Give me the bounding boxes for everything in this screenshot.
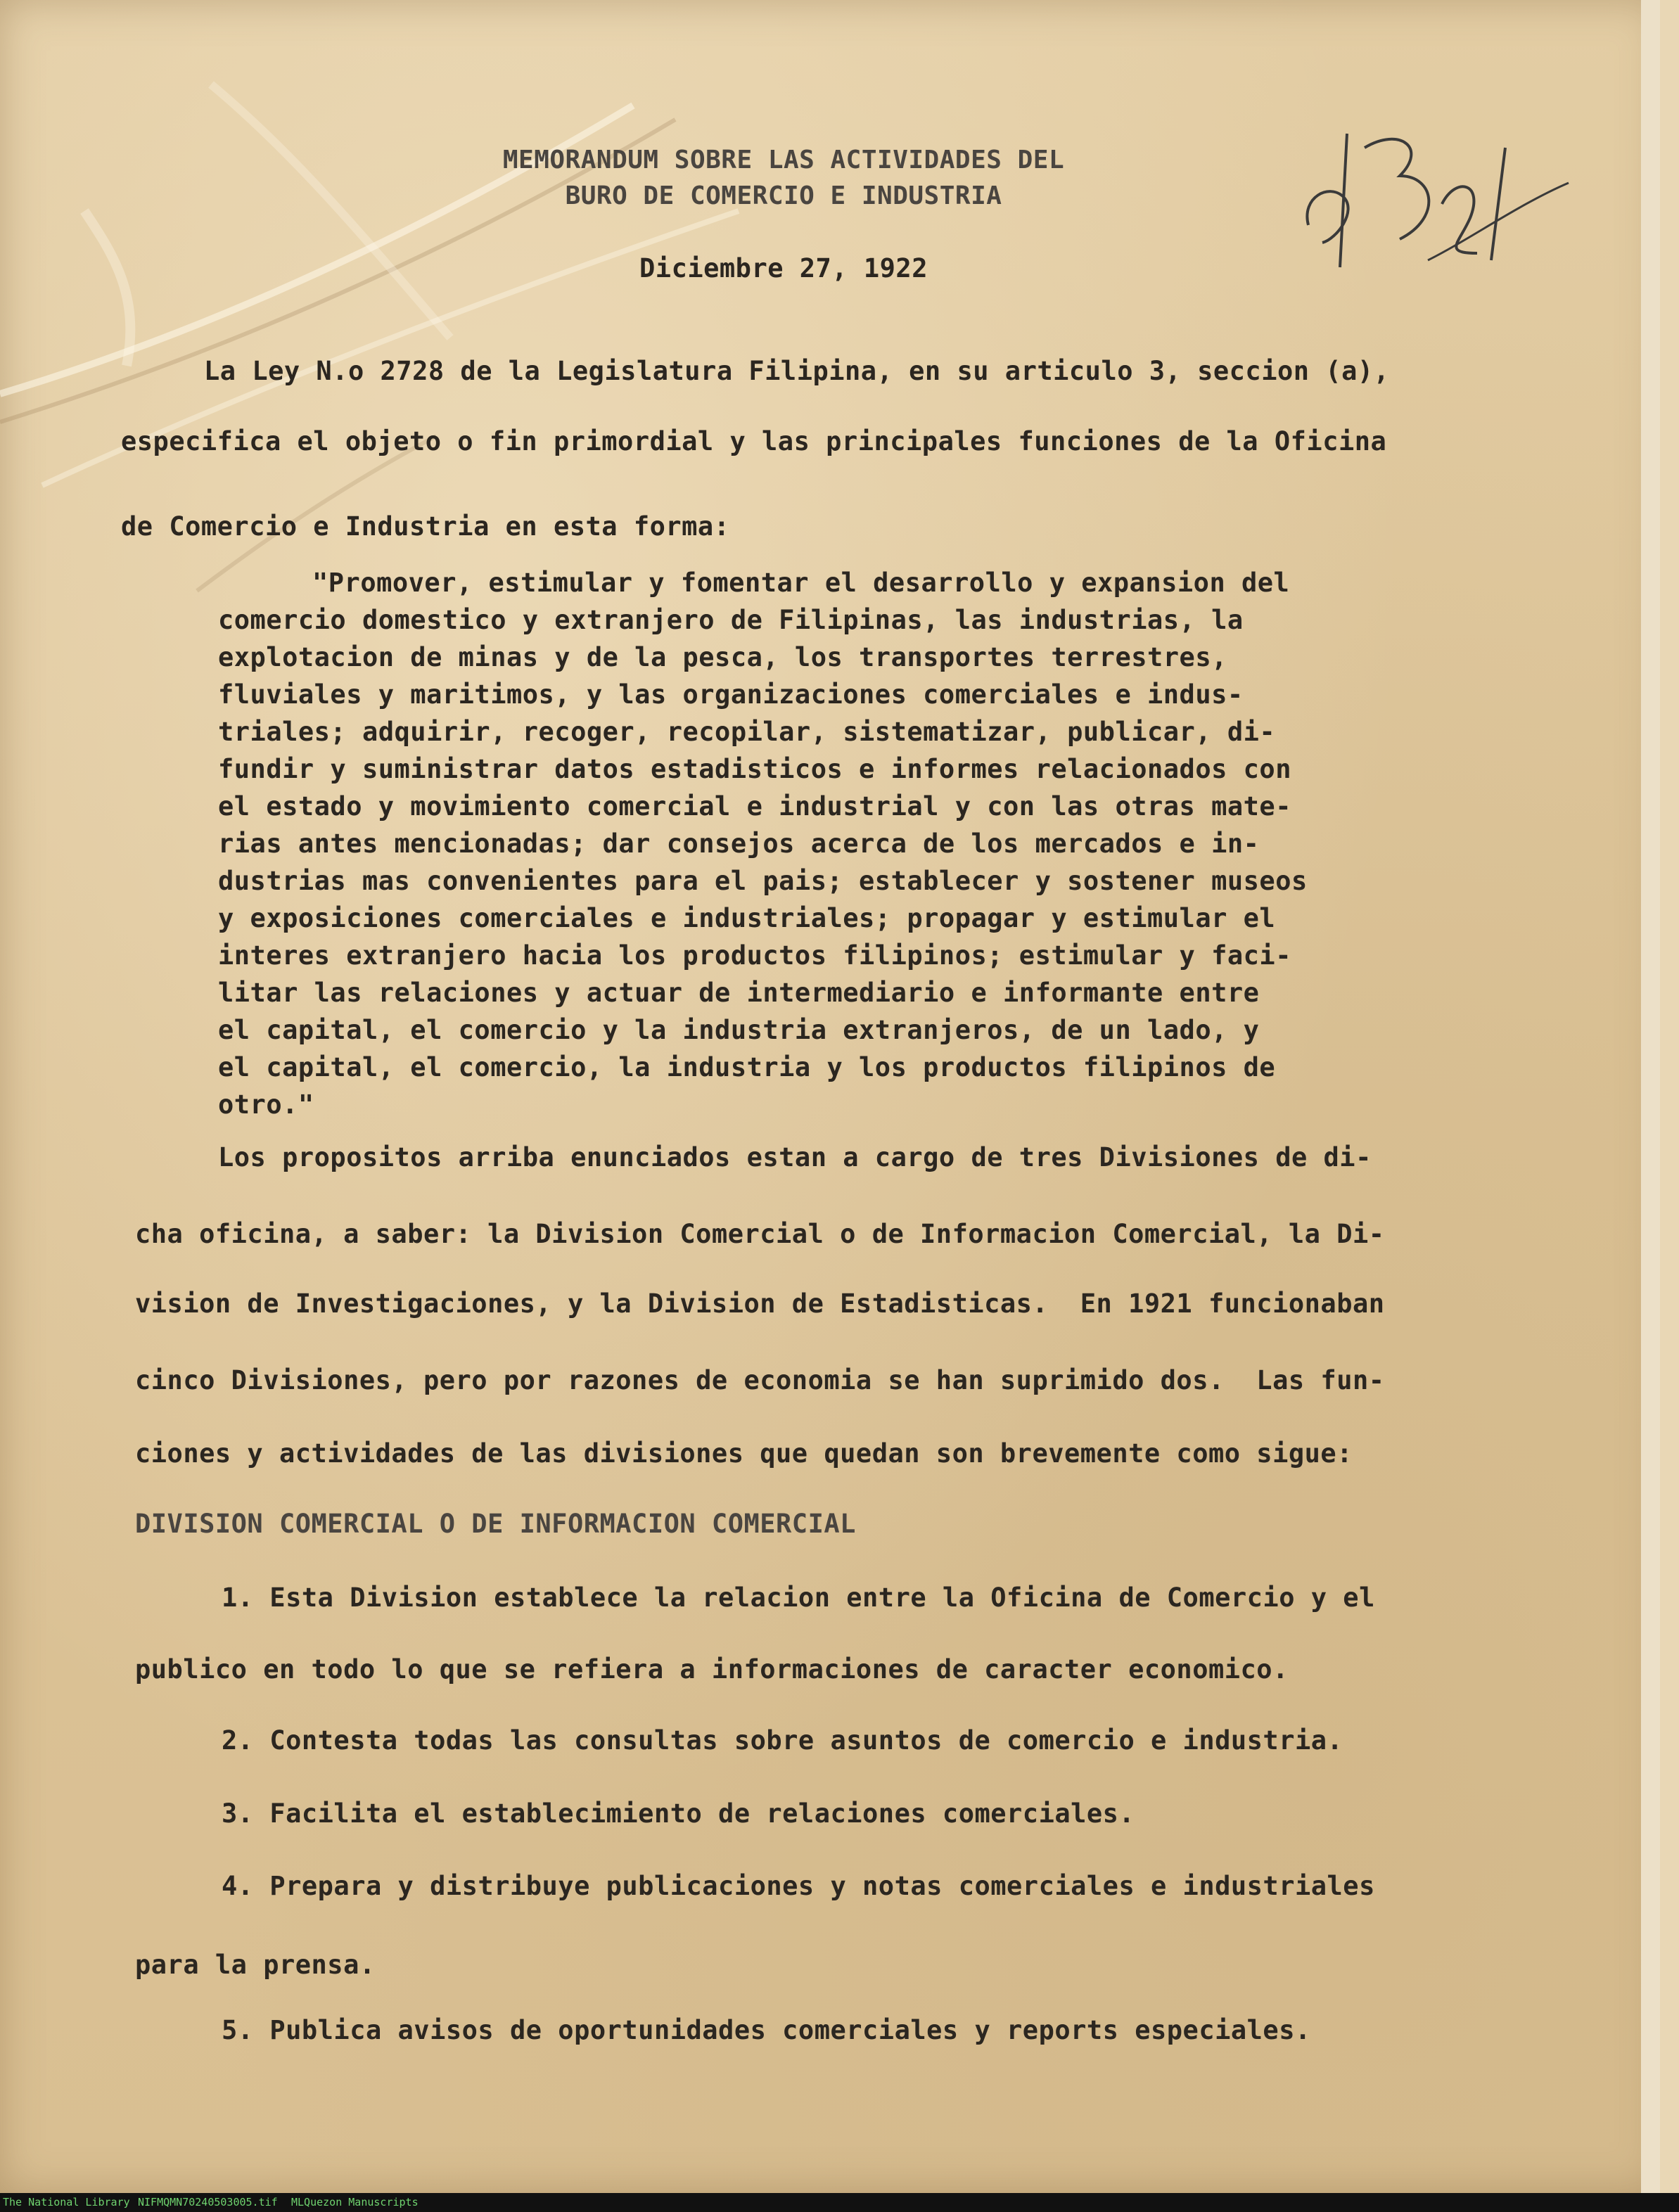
- purpose-line-3: vision de Investigaciones, y la Division de Estadisticas. En 1921 funcionaban: [135, 1289, 1385, 1319]
- quote-line-1: "Promover, estimular y fomentar el desarrollo y expansion del: [312, 568, 1290, 598]
- quote-line-7: el estado y movimiento comercial e industrial y con las otras mate-: [218, 791, 1291, 821]
- quote-line-13: el capital, el comercio y la industria extranjeros, de un lado, y: [218, 1015, 1260, 1045]
- title-line-2: BURO DE COMERCIO E INDUSTRIA: [565, 181, 1002, 210]
- footer-filename: NIFMQMN70240503005.tif: [138, 2196, 278, 2208]
- quote-line-8: rias antes mencionadas; dar consejos acerca de los mercados e in-: [218, 829, 1260, 859]
- purpose-line-4: cinco Divisiones, pero por razones de economia se han suprimido dos. Las fun-: [135, 1365, 1385, 1395]
- scan-footer-bar: [0, 2193, 1679, 2212]
- purpose-line-5: ciones y actividades de las divisiones que quedan son brevemente como sigue:: [135, 1438, 1353, 1469]
- quote-line-4: fluviales y maritimos, y las organizaciones comerciales e indus-: [218, 679, 1244, 710]
- quote-line-2: comercio domestico y extranjero de Filipinas, las industrias, la: [218, 605, 1244, 635]
- item-1-line-2: publico en todo lo que se refiera a informaciones de caracter economico.: [135, 1654, 1289, 1684]
- section-heading: DIVISION COMERCIAL O DE INFORMACION COMERCIAL: [135, 1509, 856, 1539]
- item-2: 2. Contesta todas las consultas sobre asuntos de comercio e industria.: [222, 1725, 1343, 1756]
- footer-collection: MLQuezon Manuscripts: [291, 2196, 419, 2208]
- quote-line-3: explotacion de minas y de la pesca, los transportes terrestres,: [218, 642, 1227, 672]
- purpose-line-1: Los propositos arriba enunciados estan a cargo de tres Divisiones de di-: [218, 1142, 1372, 1172]
- intro-line-2: especifica el objeto o fin primordial y las principales funciones de la Oficina: [121, 426, 1387, 456]
- item-3: 3. Facilita el establecimiento de relaciones comerciales.: [222, 1798, 1135, 1829]
- purpose-line-2: cha oficina, a saber: la Division Comercial o de Informacion Comercial, la Di-: [135, 1219, 1385, 1249]
- handwritten-number-mark: [1280, 120, 1576, 288]
- quote-line-10: y exposiciones comerciales e industriales; propagar y estimular el: [218, 903, 1276, 933]
- item-4-line-2: para la prensa.: [135, 1950, 376, 1980]
- quote-line-15: otro.": [218, 1089, 314, 1120]
- quote-line-9: dustrias mas convenientes para el pais; establecer y sostener museos: [218, 866, 1308, 896]
- intro-line-3: de Comercio e Industria en esta forma:: [121, 511, 730, 542]
- quote-line-5: triales; adquirir, recoger, recopilar, sistematizar, publicar, di-: [218, 717, 1276, 747]
- quote-line-14: el capital, el comercio, la industria y los productos filipinos de: [218, 1052, 1276, 1082]
- quote-line-12: litar las relaciones y actuar de intermediario e informante entre: [218, 978, 1260, 1008]
- item-5: 5. Publica avisos de oportunidades comerciales y reports especiales.: [222, 2015, 1311, 2045]
- footer-library: The National Library: [3, 2196, 130, 2208]
- document-date: Diciembre 27, 1922: [639, 253, 928, 283]
- quote-line-11: interes extranjero hacia los productos filipinos; estimular y faci-: [218, 940, 1291, 971]
- paper-right-edge: [1641, 0, 1660, 2193]
- item-1-line-1: 1. Esta Division establece la relacion entre la Oficina de Comercio y el: [222, 1583, 1375, 1613]
- intro-line-1: La Ley N.o 2728 de la Legislatura Filipina, en su articulo 3, seccion (a),: [204, 356, 1390, 386]
- quote-line-6: fundir y suministrar datos estadisticos e informes relacionados con: [218, 754, 1291, 784]
- title-line-1: MEMORANDUM SOBRE LAS ACTIVIDADES DEL: [502, 146, 1065, 174]
- item-4-line-1: 4. Prepara y distribuye publicaciones y notas comerciales e industriales: [222, 1871, 1375, 1901]
